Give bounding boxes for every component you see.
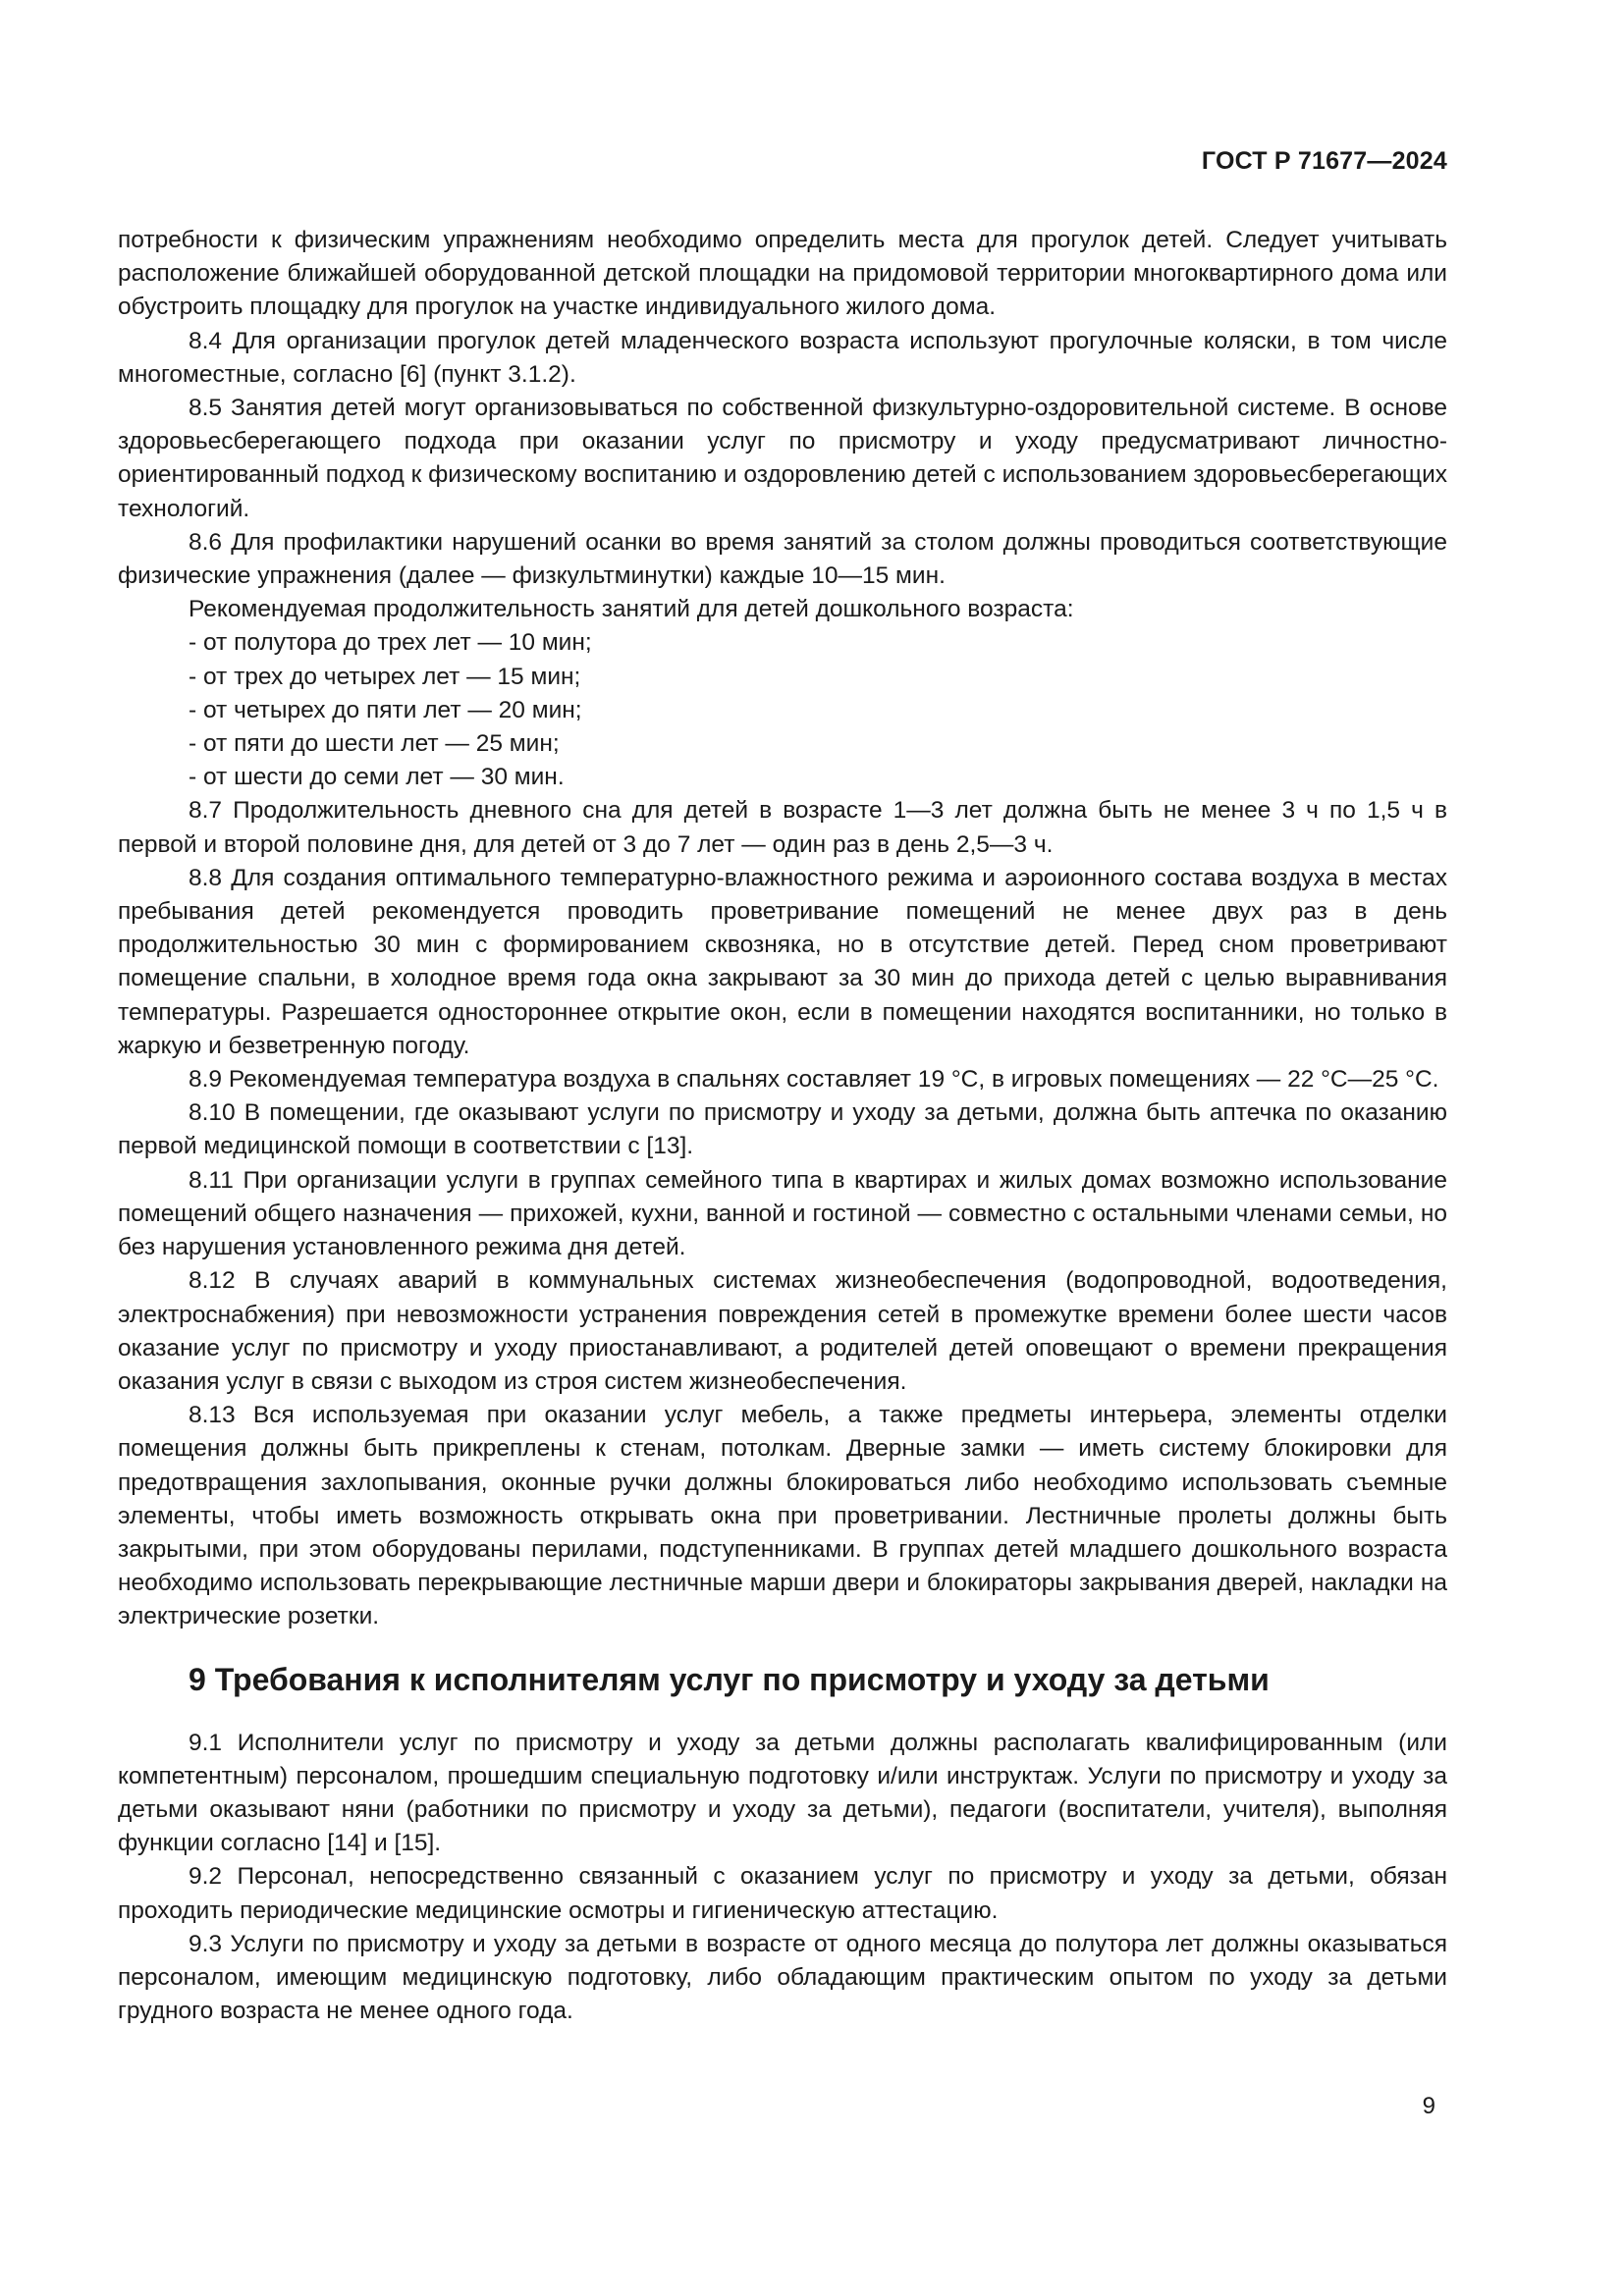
paragraph-8-6: 8.6 Для профилактики нарушений осанки во время занятий за столом должны проводиться соответствующие физические упражнения (далее — физкультминутки) каждые 10—15 мин. [118, 528, 1447, 590]
list-item: - от шести до семи лет — 30 мин. [189, 764, 565, 791]
paragraph-8-11: 8.11 При организации услуги в группах семейного типа в квартирах и жилых домах возможно использование помещений общего назначения — прихожей, кухни, ванной и гостиной — совместно с остальными членами семьи, но без нарушения установленного режима дня детей. [118, 1166, 1447, 1261]
paragraph-8-10: 8.10 В помещении, где оказывают услуги по присмотру и уходу за детьми, должна быть аптечка по оказанию первой медицинской помощи в соответствии с [13]. [118, 1099, 1447, 1160]
paragraph-8-8: 8.8 Для создания оптимального температурно-влажностного режима и аэроионного состава воздуха в местах пребывания детей рекомендуется проводить проветривание помещений не менее двух раз в день продолжительностью 30 мин с формированием сквозняка, но в отсутствие детей. Перед сном проветривают помещение спальни, в холодное время года окна закрывают за 30 мин до прихода детей с целью выравнивания температуры. Разрешается одностороннее открытие окон, если в помещении находятся воспитанники, но только в жаркую и безветренную погоду. [118, 864, 1447, 1059]
paragraph-9-1: 9.1 Исполнители услуг по присмотру и уходу за детьми должны располагать квалифицированным (или компетентным) персоналом, прошедшим специальную подготовку и/или инструктаж. Услуги по присмотру и уходу за детьми оказывают няни (работники по присмотру и уходу за детьми), педагоги (воспитатели, учителя), выполняя функции согласно [14] и [15]. [118, 1729, 1447, 1857]
paragraph-9-2: 9.2 Персонал, непосредственно связанный с оказанием услуг по присмотру и уходу за детьми, обязан проходить периодические медицинские осмотры и гигиеническую аттестацию. [118, 1863, 1447, 1924]
document-code-header: ГОСТ Р 71677—2024 [1201, 147, 1447, 175]
paragraph-8-12: 8.12 В случаях аварий в коммунальных системах жизнеобеспечения (водопроводной, водоотведения, электроснабжения) при невозможности устранения повреждения сетей в промежутке времени более шести часов оказание услуг по присмотру и уходу приостанавливают, а родителей детей оповещают о времени прекращения оказания услуг в связи с выходом из строя систем жизнеобеспечения. [118, 1267, 1447, 1395]
paragraph-continuation: потребности к физическим упражнениям необходимо определить места для прогулок детей. Следует учитывать расположение ближайшей оборудованной детской площадки на придомовой территории многоквартирного дома или обустроить площадку для прогулок на участке индивидуального жилого дома. [118, 227, 1447, 321]
list-item: - от четырех до пяти лет — 20 мин; [189, 696, 582, 723]
list-item: - от пяти до шести лет — 25 мин; [189, 730, 560, 758]
document-body [118, 224, 1447, 2028]
paragraph-8-13: 8.13 Вся используемая при оказании услуг мебель, а также предметы интерьера, элементы отделки помещения должны быть прикреплены к стенам, потолкам. Дверные замки — иметь систему блокировки для предотвращения захлопывания, оконные ручки должны блокироваться либо необходимо использовать съемные элементы, чтобы иметь возможность открывать окна при проветривании. Лестничные пролеты должны быть закрытыми, при этом оборудованы перилами, подступенниками. В группах детей младшего дошкольного возраста необходимо использовать перекрывающие лестничные марши двери и блокираторы закрывания дверей, накладки на электрические розетки. [118, 1402, 1447, 1630]
page-number: 9 [1422, 2093, 1435, 2119]
paragraph-8-4: 8.4 Для организации прогулок детей младенческого возраста используют прогулочные коляски, в том числе многоместные, согласно [6] (пункт 3.1.2). [118, 327, 1447, 388]
paragraph-8-9: 8.9 Рекомендуемая температура воздуха в спальнях составляет 19 °С, в игровых помещениях — 22 °С—25 °С. [189, 1066, 1439, 1094]
paragraph-8-5: 8.5 Занятия детей могут организовываться по собственной физкультурно-оздоровительной системе. В основе здоровьесберегающего подхода при оказании услуг по присмотру и уходу предусматривают личностно-ориентированный подход к физическому воспитанию и оздоровлению детей с использованием здоровьесберегающих технологий. [118, 395, 1448, 522]
section-9-heading: 9 Требования к исполнителям услуг по присмотру и уходу за детьми [189, 1661, 1270, 1697]
paragraph-8-6-recommendation: Рекомендуемая продолжительность занятий для детей дошкольного возраста: [189, 596, 1074, 623]
list-item: - от трех до четырех лет — 15 мин; [189, 663, 581, 690]
list-item: - от полутора до трех лет — 10 мин; [189, 629, 592, 657]
paragraph-8-7: 8.7 Продолжительность дневного сна для детей в возрасте 1—3 лет должна быть не менее 3 ч по 1,5 ч в первой и второй половине дня, для детей от 3 до 7 лет — один раз в день 2,5—3 ч. [118, 797, 1447, 858]
paragraph-9-3: 9.3 Услуги по присмотру и уходу за детьми в возрасте от одного месяца до полутора лет должны оказываться персоналом, имеющим медицинскую подготовку, либо обладающим практическим опытом по уходу за детьми грудного возраста не менее одного года. [118, 1930, 1447, 2025]
